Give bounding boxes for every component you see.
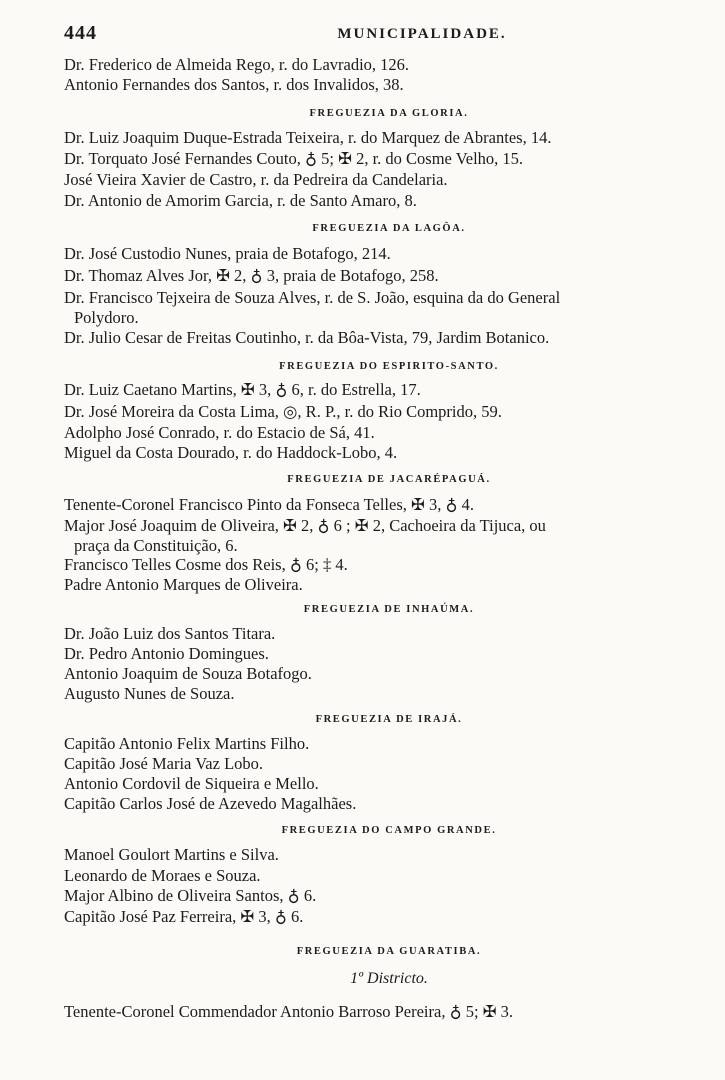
district-subheading: 1º Districto. (350, 970, 428, 987)
section-heading: FREGUEZIA DA LAGÔA. (312, 223, 466, 234)
entry-line: Tenente-Coronel Francisco Pinto da Fonseca Telles, ✠ 3, ♁ 4. (64, 495, 475, 514)
entry-line: José Vieira Xavier de Castro, r. da Pedreira da Candelaria. (64, 170, 448, 189)
entry-line: Major Albino de Oliveira Santos, ♁ 6. (64, 886, 317, 905)
entry-line: Dr. Pedro Antonio Domingues. (64, 644, 269, 663)
entry-line: Augusto Nunes de Souza. (64, 684, 235, 703)
entry-line: Capitão José Paz Ferreira, ✠ 3, ♁ 6. (64, 907, 304, 926)
section-heading: FREGUEZIA DE INHAÚMA. (303, 604, 475, 615)
running-title: MUNICIPALIDADE. (337, 26, 507, 42)
section-heading: FREGUEZIA DO ESPIRITO-SANTO. (279, 361, 499, 372)
entry-line: Dr. Francisco Tejxeira de Souza Alves, r. de S. João, esquina da do General (64, 288, 561, 307)
entry-line: Dr. João Luiz dos Santos Titara. (64, 624, 276, 643)
entry-line: Capitão Carlos José de Azevedo Magalhães. (64, 794, 357, 813)
entry-line: Antonio Joaquim de Souza Botafogo. (64, 664, 312, 683)
entry-line: Tenente-Coronel Commendador Antonio Barroso Pereira, ♁ 5; ✠ 3. (64, 1002, 514, 1021)
entry-line: Padre Antonio Marques de Oliveira. (64, 575, 303, 594)
entry-line: praça da Constituição, 6. (74, 536, 238, 555)
entry-line: Adolpho José Conrado, r. do Estacio de Sá, 41. (64, 423, 375, 442)
entry-line: Polydoro. (74, 308, 139, 327)
entry-line: Major José Joaquim de Oliveira, ✠ 2, ♁ 6 ; ✠ 2, Cachoeira da Tijuca, ou (64, 516, 546, 535)
entry-line: Dr. José Moreira da Costa Lima, ◎, R. P., r. do Rio Comprido, 59. (64, 402, 502, 421)
section-heading: FREGUEZIA DA GUARATIBA. (296, 946, 482, 957)
section-heading: FREGUEZIA DE JACARÉPAGUÁ. (287, 474, 491, 485)
entry-line: Antonio Cordovil de Siqueira e Mello. (64, 774, 319, 793)
entry-line: Dr. Frederico de Almeida Rego, r. do Lavradio, 126. (64, 55, 410, 74)
entry-line: Dr. José Custodio Nunes, praia de Botafogo, 214. (64, 244, 391, 263)
entry-line: Dr. Julio Cesar de Freitas Coutinho, r. da Bôa-Vista, 79, Jardim Botanico. (64, 328, 550, 347)
section-heading: FREGUEZIA DE IRAJÁ. (315, 714, 463, 725)
entry-line: Capitão José Maria Vaz Lobo. (64, 754, 264, 773)
entry-line: Miguel da Costa Dourado, r. do Haddock-Lobo, 4. (64, 443, 398, 462)
entry-line: Dr. Thomaz Alves Jor, ✠ 2, ♁ 3, praia de Botafogo, 258. (64, 266, 439, 285)
section-heading: FREGUEZIA DO CAMPO GRANDE. (281, 825, 497, 836)
entry-line: Dr. Luiz Joaquim Duque-Estrada Teixeira, r. do Marquez de Abrantes, 14. (64, 128, 552, 147)
page-header (64, 22, 710, 48)
entry-line: Capitão Antonio Felix Martins Filho. (64, 734, 310, 753)
entry-line: Francisco Telles Cosme dos Reis, ♁ 6; ‡ 4. (64, 555, 348, 574)
page-number: 444 (64, 22, 97, 44)
entry-line: Manoel Goulort Martins e Silva. (64, 845, 279, 864)
entry-line: Dr. Torquato José Fernandes Couto, ♁ 5; ✠ 2, r. do Cosme Velho, 15. (64, 149, 524, 168)
entry-line: Dr. Antonio de Amorim Garcia, r. de Santo Amaro, 8. (64, 191, 417, 210)
entry-line: Leonardo de Moraes e Souza. (64, 866, 261, 885)
entry-line: Dr. Luiz Caetano Martins, ✠ 3, ♁ 6, r. do Estrella, 17. (64, 380, 421, 399)
entry-line: Antonio Fernandes dos Santos, r. dos Invalidos, 38. (64, 75, 404, 94)
section-heading: FREGUEZIA DA GLORIA. (309, 108, 469, 119)
